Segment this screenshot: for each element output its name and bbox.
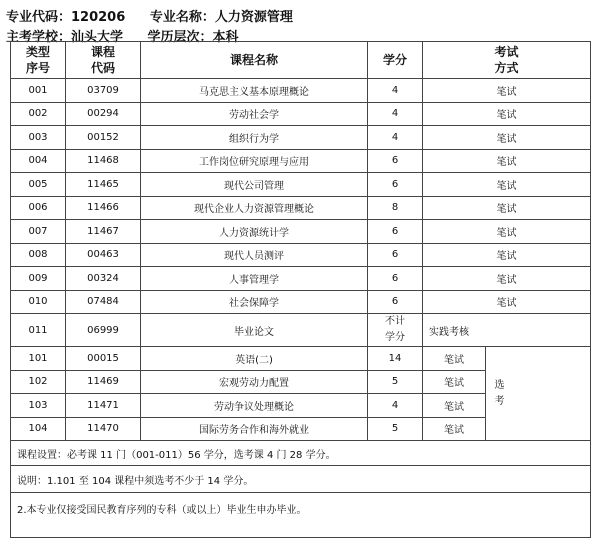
col-course-code-line2: 代码 — [90, 61, 115, 75]
cell-method: 笔试 — [423, 220, 591, 244]
cell-credits: 6 — [368, 243, 423, 267]
table-header-row — [11, 42, 591, 79]
cell-credits: 6 — [368, 173, 423, 197]
cell-name: 国际劳务合作和海外就业 — [141, 417, 368, 441]
cell-method: 笔试 — [423, 102, 591, 126]
cell-method: 实践考核 — [423, 314, 591, 347]
cell-seq: 010 — [11, 290, 66, 314]
cell-seq: 003 — [11, 126, 66, 150]
cell-credits: 5 — [368, 370, 423, 394]
col-type-seq — [11, 42, 66, 79]
col-exam-method-line1: 考试 — [494, 45, 519, 59]
cell-name: 英语(二) — [141, 347, 368, 371]
cell-code: 11469 — [66, 370, 141, 394]
cell-credits: 6 — [368, 267, 423, 291]
cell-credits-line2: 学分 — [385, 332, 405, 343]
cell-code: 11471 — [66, 394, 141, 418]
cell-code: 00463 — [66, 243, 141, 267]
elective-label — [493, 347, 591, 441]
cell-code: 06999 — [66, 314, 141, 347]
cell-method: 笔试 — [423, 79, 591, 103]
cell-code: 00015 — [66, 347, 141, 371]
cell-seq: 001 — [11, 79, 66, 103]
table-row — [11, 149, 591, 173]
cell-code: 07484 — [66, 290, 141, 314]
col-type-seq-line2: 序号 — [25, 61, 50, 75]
course-table — [10, 41, 591, 538]
header-line-1 — [6, 6, 313, 25]
cell-name: 社会保障学 — [141, 290, 368, 314]
col-course-code-line1: 课程 — [90, 45, 115, 59]
col-course-name: 课程名称 — [141, 42, 368, 79]
cell-seq: 102 — [11, 370, 66, 394]
major-code: 专业代码：120206 — [6, 10, 126, 25]
cell-method: 笔试 — [423, 394, 486, 418]
cell-method: 笔试 — [423, 267, 591, 291]
cell-credits-line1: 不计 — [385, 316, 405, 327]
table-row — [11, 290, 591, 314]
table-row — [11, 79, 591, 103]
table-row-thesis — [11, 314, 591, 347]
cell-credits: 6 — [368, 220, 423, 244]
note-explanation-1: 说明：1.101 至 104 课程中须选考不少于 14 学分。 — [11, 466, 591, 493]
elective-label-line1: 选 — [494, 379, 505, 391]
elective-label-line2: 考 — [494, 395, 505, 407]
cell-name: 毕业论文 — [141, 314, 368, 347]
note-row — [11, 466, 591, 493]
cell-credits: 6 — [368, 290, 423, 314]
cell-method: 笔试 — [423, 126, 591, 150]
cell-code: 00324 — [66, 267, 141, 291]
cell-seq: 002 — [11, 102, 66, 126]
cell-name: 现代企业人力资源管理概论 — [141, 196, 368, 220]
note-course-setup: 课程设置：必考课 11 门（001-011）56 学分，选考课 4 门 28 学分。 — [11, 441, 591, 466]
cell-seq: 006 — [11, 196, 66, 220]
cell-credits: 4 — [368, 102, 423, 126]
cell-method: 笔试 — [423, 370, 486, 394]
note-row — [11, 493, 591, 538]
cell-credits: 8 — [368, 196, 423, 220]
cell-name: 人力资源统计学 — [141, 220, 368, 244]
cell-name: 劳动争议处理概论 — [141, 394, 368, 418]
cell-seq: 104 — [11, 417, 66, 441]
cell-credits: 4 — [368, 394, 423, 418]
col-exam-method-line2: 方式 — [494, 61, 519, 75]
cell-name: 现代公司管理 — [141, 173, 368, 197]
cell-seq: 101 — [11, 347, 66, 371]
exam-school: 主考学校：汕头大学 — [6, 30, 124, 45]
major-name: 专业名称：人力资源管理 — [149, 10, 293, 25]
cell-credits: 5 — [368, 417, 423, 441]
cell-code: 11470 — [66, 417, 141, 441]
note-explanation-2: 2.本专业仅接受国民教育序列的专科（或以上）毕业生申办毕业。 — [11, 493, 591, 538]
table-row — [11, 102, 591, 126]
cell-seq: 008 — [11, 243, 66, 267]
cell-credits: 6 — [368, 149, 423, 173]
cell-seq: 011 — [11, 314, 66, 347]
cell-code: 11466 — [66, 196, 141, 220]
cell-name: 现代人员测评 — [141, 243, 368, 267]
col-credits: 学分 — [368, 42, 423, 79]
cell-name: 人事管理学 — [141, 267, 368, 291]
table-row — [11, 126, 591, 150]
cell-credits — [368, 314, 423, 347]
table-row — [11, 196, 591, 220]
cell-method: 笔试 — [423, 196, 591, 220]
cell-seq: 004 — [11, 149, 66, 173]
cell-seq: 007 — [11, 220, 66, 244]
table-row — [11, 173, 591, 197]
degree-level: 学历层次：本科 — [147, 30, 239, 45]
cell-name: 组织行为学 — [141, 126, 368, 150]
cell-method: 笔试 — [423, 417, 486, 441]
table-row — [11, 220, 591, 244]
table-row — [11, 243, 591, 267]
cell-credits: 14 — [368, 347, 423, 371]
cell-method: 笔试 — [423, 243, 591, 267]
note-row — [11, 441, 591, 466]
cell-name: 工作岗位研究原理与应用 — [141, 149, 368, 173]
cell-method: 笔试 — [423, 347, 486, 371]
cell-code: 00152 — [66, 126, 141, 150]
cell-method: 笔试 — [423, 149, 591, 173]
cell-method: 笔试 — [423, 290, 591, 314]
cell-name: 劳动社会学 — [141, 102, 368, 126]
cell-credits: 4 — [368, 126, 423, 150]
cell-code: 11468 — [66, 149, 141, 173]
cell-code: 11465 — [66, 173, 141, 197]
cell-credits: 4 — [368, 79, 423, 103]
cell-code: 03709 — [66, 79, 141, 103]
col-type-seq-line1: 类型 — [25, 45, 50, 59]
elective-spacer — [486, 347, 493, 441]
table-row-elective — [11, 347, 591, 371]
col-exam-method — [423, 42, 591, 79]
cell-method: 笔试 — [423, 173, 591, 197]
col-course-code — [66, 42, 141, 79]
cell-seq: 103 — [11, 394, 66, 418]
cell-code: 00294 — [66, 102, 141, 126]
cell-name: 宏观劳动力配置 — [141, 370, 368, 394]
cell-seq: 005 — [11, 173, 66, 197]
cell-code: 11467 — [66, 220, 141, 244]
table-row — [11, 267, 591, 291]
cell-seq: 009 — [11, 267, 66, 291]
cell-name: 马克思主义基本原理概论 — [141, 79, 368, 103]
